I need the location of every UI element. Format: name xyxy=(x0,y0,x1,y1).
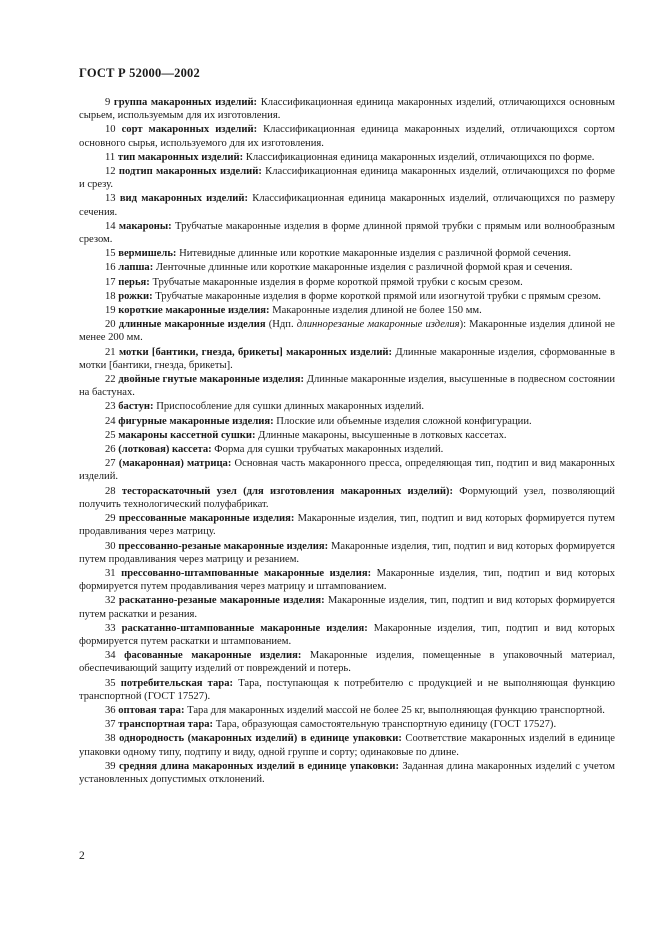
term-name: бастун: xyxy=(118,401,154,413)
term-name: прессованно-резаные макаронные изделия: xyxy=(118,540,329,552)
term-entry xyxy=(79,760,615,786)
term-entry xyxy=(79,443,615,456)
term-number: 32 xyxy=(105,595,116,607)
term-number: 30 xyxy=(105,540,116,552)
term-entry xyxy=(79,732,615,758)
term-name: фигурные макаронные изделия: xyxy=(118,415,274,427)
term-name: макароны: xyxy=(118,220,172,232)
term-definition: Классификационная единица макаронных изделий, отличающихся сортом основного сырья, используемого для их изготовления. xyxy=(79,124,615,149)
term-definition: Макаронные изделия, тип, подтип и вид которых формируется путем раскатки и штампованием. xyxy=(79,622,616,647)
term-number: 17 xyxy=(105,276,116,288)
term-definition: Классификационная единица макаронных изделий, отличающихся по размеру сечения. xyxy=(79,193,615,218)
term-name: фасованные макаронные изделия: xyxy=(124,650,302,662)
term-definition: Макаронные изделия длиной не более 150 мм. xyxy=(269,305,482,317)
term-entry xyxy=(79,457,615,483)
term-number: 29 xyxy=(105,513,116,525)
term-entry xyxy=(79,276,615,289)
term-name: прессованно-штампованные макаронные изделия: xyxy=(121,567,372,579)
term-number: 19 xyxy=(105,305,116,317)
term-definition: ): Макаронные изделия длиной не менее 200 мм. xyxy=(79,319,615,344)
term-definition: Трубчатые макаронные изделия в форме короткой прямой трубки с косым срезом. xyxy=(149,276,523,288)
term-number: 11 xyxy=(105,151,116,163)
term-name: раскатанно-штампованные макаронные изделия: xyxy=(121,622,368,634)
term-definition: Ленточные длинные или короткие макаронные изделия с различной формой края и сечения. xyxy=(153,262,573,274)
term-definition: Нитевидные длинные или короткие макаронные изделия с различной формой сечения. xyxy=(176,248,572,260)
term-definition: Форма для сушки трубчатых макаронных изделий. xyxy=(211,444,444,456)
term-number: 23 xyxy=(105,401,116,413)
term-definition: Трубчатые макаронные изделия в форме длинной прямой трубки с прямым или волнообразным срезом. xyxy=(79,220,615,246)
term-name: оптовая тара: xyxy=(118,704,185,716)
term-definition: Тара, поступающая к потребителю с продукцией и не выполняющая функцию транспортной (ГОСТ 17527). xyxy=(79,677,615,702)
term-name: (макаронная) матрица: xyxy=(118,458,232,470)
term-entry xyxy=(79,123,615,149)
term-name: макароны кассетной сушки: xyxy=(118,429,256,441)
term-number: 37 xyxy=(105,719,116,731)
term-entry xyxy=(79,485,615,511)
term-definition: Плоские или объемные изделия сложной конфигурации. xyxy=(273,415,532,427)
term-name: лапша: xyxy=(118,262,154,274)
term-entry xyxy=(79,220,615,246)
term-number: 13 xyxy=(105,193,116,205)
term-number: 35 xyxy=(105,677,116,689)
term-entry xyxy=(79,677,615,703)
term-number: 28 xyxy=(105,485,116,497)
term-name: вид макаронных изделий: xyxy=(119,193,249,205)
term-number: 21 xyxy=(105,346,116,358)
term-name: рожки: xyxy=(118,290,153,302)
term-name: длинные макаронные изделия xyxy=(118,319,266,331)
term-name: тип макаронных изделий: xyxy=(117,151,244,163)
term-definition: Тара, образующая самостоятельную транспортную единицу (ГОСТ 17527). xyxy=(213,719,557,731)
term-name: сорт макаронных изделий: xyxy=(121,124,258,136)
term-entry xyxy=(79,318,615,344)
term-entry xyxy=(79,649,615,675)
term-definition: Длинные макароны, высушенные в лотковых кассетах. xyxy=(255,429,507,441)
term-entry xyxy=(79,165,615,191)
term-name: перья: xyxy=(118,276,150,288)
term-name: потребительская тара: xyxy=(120,677,234,689)
term-definition: Заданная длина макаронных изделий с учетом установленных допустимых отклонений. xyxy=(79,760,615,785)
term-number: 14 xyxy=(105,220,116,232)
term-definition: Соответствие макаронных изделий в единице упаковки одному типу, подтипу и виду, одной группе и сорту; одинаковые по длине. xyxy=(79,733,615,758)
term-name: мотки [бантики, гнезда, брикеты] макаронных изделий: xyxy=(118,346,393,358)
term-number: 15 xyxy=(105,248,116,260)
term-entry xyxy=(79,96,615,122)
term-number: 38 xyxy=(105,733,116,745)
term-number: 33 xyxy=(105,622,116,634)
term-number: 26 xyxy=(105,444,116,456)
term-name: короткие макаронные изделия: xyxy=(118,305,270,317)
term-entry xyxy=(79,718,615,731)
term-name: транспортная тара: xyxy=(118,719,214,731)
term-number: 10 xyxy=(105,124,116,136)
term-entry xyxy=(79,415,615,428)
term-number: 39 xyxy=(105,760,116,772)
term-number: 24 xyxy=(105,415,116,427)
term-name: вермишель: xyxy=(118,248,177,260)
term-entry xyxy=(79,247,615,260)
term-entry xyxy=(79,373,615,399)
term-definition: Классификационная единица макаронных изделий, отличающихся по форме и срезу. xyxy=(79,166,616,191)
term-name: однородность (макаронных изделий) в единице упаковки: xyxy=(119,733,402,745)
term-definition: Классификационная единица макаронных изделий, отличающихся основным сырьем, используемым для их изготовления. xyxy=(79,97,615,122)
term-entry xyxy=(79,594,615,620)
term-definition: Длинные макаронные изделия, высушенные в подвесном состоянии на бастунах. xyxy=(79,374,615,399)
term-entry xyxy=(79,400,615,413)
term-definition: Классификационная единица макаронных изделий, отличающихся по форме. xyxy=(243,151,595,163)
term-entry xyxy=(79,567,615,593)
term-entry xyxy=(79,304,615,317)
term-name: раскатанно-резаные макаронные изделия: xyxy=(118,595,325,607)
term-number: 22 xyxy=(105,374,116,386)
terms-list xyxy=(79,96,615,787)
term-number: 12 xyxy=(105,166,116,178)
term-number: 16 xyxy=(105,262,116,274)
term-number: 18 xyxy=(105,290,116,302)
term-number: 34 xyxy=(105,650,116,662)
term-name: средняя длина макаронных изделий в единице упаковки: xyxy=(118,760,399,772)
term-number: 20 xyxy=(105,319,116,331)
term-definition: Формующий узел, позволяющий получить технологический полуфабрикат. xyxy=(79,485,615,510)
term-number: 36 xyxy=(105,704,116,716)
term-number: 31 xyxy=(105,567,116,579)
term-name: прессованные макаронные изделия: xyxy=(118,513,295,525)
term-definition: Длинные макаронные изделия, сформованные в мотки [бантики, гнезда, брикеты]. xyxy=(79,346,615,371)
term-entry xyxy=(79,704,615,717)
page-number: 2 xyxy=(79,850,85,862)
term-number: 9 xyxy=(105,97,111,108)
term-entry xyxy=(79,346,615,372)
term-definition: Макаронные изделия, помещенные в упаковочный материал, обеспечивающий защиту изделий от повреждений и потерь. xyxy=(79,650,615,675)
term-name: тестораскаточный узел (для изготовления макаронных изделий): xyxy=(121,485,453,497)
term-alt-prefix: (Ндп. xyxy=(265,319,297,331)
term-deprecated-synonym: длиннорезаные макаронные изделия xyxy=(296,319,460,331)
term-definition: Тара для макаронных изделий массой не более 25 кг, выполняющая функцию транспортной. xyxy=(184,704,605,716)
term-definition: Основная часть макаронного пресса, определяющая тип, подтип и вид макаронных изделий. xyxy=(79,458,616,483)
term-entry xyxy=(79,540,615,566)
document-header: ГОСТ Р 52000—2002 xyxy=(79,66,200,80)
term-entry xyxy=(79,261,615,274)
term-entry xyxy=(79,512,615,538)
term-number: 25 xyxy=(105,429,116,441)
term-name: двойные гнутые макаронные изделия: xyxy=(118,374,304,386)
term-name: подтип макаронных изделий: xyxy=(118,166,262,178)
term-definition: Макаронные изделия, тип, подтип и вид которых формируется путем продавливания через матрицу и штампованием. xyxy=(79,567,615,593)
term-entry xyxy=(79,622,615,648)
term-name: (лотковая) кассета: xyxy=(118,444,212,456)
term-definition: Макаронные изделия, тип, подтип и вид которых формируется путем раскатки и резания. xyxy=(79,595,615,620)
term-entry xyxy=(79,429,615,442)
term-name: группа макаронных изделий: xyxy=(113,97,258,108)
term-entry xyxy=(79,151,615,164)
term-definition: Приспособление для сушки длинных макаронных изделий. xyxy=(153,401,425,413)
term-number: 27 xyxy=(105,458,116,470)
term-entry xyxy=(79,192,615,218)
term-definition: Макаронные изделия, тип, подтип и вид которых формируется путем продавливания через матрицу и резанием. xyxy=(79,540,615,565)
term-definition: Макаронные изделия, тип, подтип и вид которых формируется путем продавливания через матрицу. xyxy=(79,513,615,538)
term-entry xyxy=(79,290,615,303)
term-definition: Трубчатые макаронные изделия в форме короткой прямой или изогнутой трубки с прямым срезом. xyxy=(152,290,601,302)
